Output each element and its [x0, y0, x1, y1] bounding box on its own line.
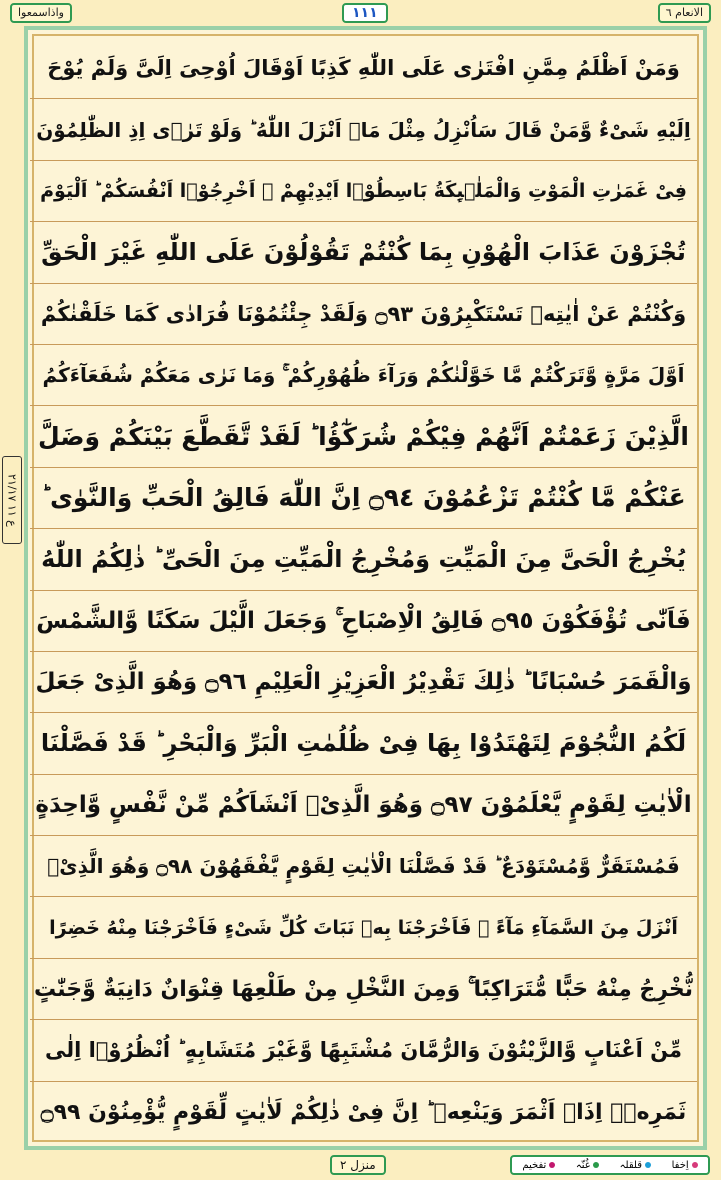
- manzil-label: منزل ٢: [330, 1155, 386, 1175]
- line-text: وَكُنْتُمْ عَنْ اٰيٰتِهٖ تَسْتَكْبِرُوْنَ ۝٩٣ وَلَقَدْ جِئْتُمُوْنَا فُرَادٰى كَمَا خَلَقْنٰكُمْ: [40, 301, 687, 326]
- legend-label: اِخفا: [671, 1159, 689, 1171]
- legend-dot-icon: [593, 1162, 599, 1168]
- line-text: تُجْزَوْنَ عَذَابَ الْهُوْنِ بِمَا كُنْتُمْ تَقُوْلُوْنَ عَلَى اللّٰهِ غَيْرَ الْحَقِّ: [41, 238, 686, 267]
- para-name: واذاسمعوا: [10, 3, 72, 23]
- line-text: ثَمَرِهٖۤ اِذَاۤ اَثْمَرَ وَيَنْعِهٖ ؕ اِنَّ فِىْ ذٰلِكُمْ لَاٰيٰتٍ لِّقَوْمٍ يُّؤْمِنُوْنَ ۝٩٩: [40, 1099, 687, 1125]
- line-text: اَوَّلَ مَرَّةٍ وَّتَرَكْتُمْ مَّا خَوَّلْنٰكُمْ وَرَآءَ ظُهُوْرِكُمْ ۚ وَمَا نَرٰى مَعَكُمْ شُفَعَآءَكُمُ: [42, 363, 685, 388]
- header-bar: [0, 0, 721, 26]
- line-text: وَالْقَمَرَ حُسْبَانًا ؕ ذٰلِكَ تَقْدِيْرُ الْعَزِيْزِ الْعَلِيْمِ ۝٩٦ وَهُوَ الَّذِىْ جَعَلَ: [35, 669, 692, 696]
- legend-label: غُنّہ: [575, 1159, 591, 1171]
- line-text: فَاَنّٰى تُؤْفَكُوْنَ ۝٩٥ فَالِقُ الْاِصْبَاحِ ۚ وَجَعَلَ الَّيْلَ سَكَنًا وَّالشَّمْسَ: [36, 607, 691, 634]
- text-line: [30, 161, 697, 222]
- tajweed-legend: [510, 1155, 710, 1175]
- line-text: اَنْزَلَ مِنَ السَّمَآءِ مَآءً ۚ فَاَخْرَجْنَا بِهٖ نَبَاتَ كُلِّ شَىْءٍ فَاَخْرَجْنَا مِنْهُ خَضِرًا: [49, 916, 678, 939]
- line-text: مِّنْ اَعْنَابٍ وَّالزَّيْتُوْنَ وَالرُّمَّانَ مُشْتَبِهًا وَّغَيْرَ مُتَشَابِهٍ ؕ اُنْظُرُوْۤا اِلٰى: [44, 1038, 683, 1063]
- text-line: [30, 1082, 697, 1143]
- legend-label: تفخیم: [522, 1159, 547, 1171]
- line-text: نُّخْرِجُ مِنْهُ حَبًّا مُّتَرَاكِبًا ۚ وَمِنَ النَّخْلِ مِنْ طَلْعِهَا قِنْوَانٌ دَانِيَةٌ وَّجَنّٰتٍ: [33, 976, 694, 1002]
- legend-label: قلقلہ: [619, 1159, 642, 1171]
- quran-text: [30, 38, 697, 1143]
- legend-item: [620, 1160, 651, 1171]
- line-text: لَكُمُ النُّجُوْمَ لِتَهْتَدُوْا بِهَا فِىْ ظُلُمٰتِ الْبَرِّ وَالْبَحْرِ ؕ قَدْ فَصَّلْنَا: [40, 729, 687, 758]
- text-line: [30, 775, 697, 836]
- line-text: فَمُسْتَقَرٌّ وَّمُسْتَوْدَعٌ ؕ قَدْ فَصَّلْنَا الْاٰيٰتِ لِقَوْمٍ يَّفْقَهُوْنَ ۝٩٨ وَهُوَ الَّذِىْۤ: [47, 854, 680, 879]
- text-line: [30, 591, 697, 652]
- text-line: [30, 222, 697, 283]
- text-line: [30, 836, 697, 897]
- text-line: [30, 529, 697, 590]
- line-text: فِىْ غَمَرٰتِ الْمَوْتِ وَالْمَلٰۤىِٕكَةُ بَاسِطُوْۤا اَيْدِيْهِمْ ۚ اَخْرِجُوْۤا اَنْفُسَكُمْ ؕ اَلْيَوْمَ: [40, 179, 687, 202]
- line-text: عَنْكُمْ مَّا كُنْتُمْ تَزْعُمُوْنَ ۝٩٤ اِنَّ اللّٰهَ فَالِقُ الْحَبِّ وَالنَّوٰى ؕ: [41, 483, 686, 513]
- text-line: [30, 99, 697, 160]
- text-line: [30, 959, 697, 1020]
- legend-dot-icon: [549, 1162, 555, 1168]
- text-line: [30, 468, 697, 529]
- line-text: الَّذِيْنَ زَعَمْتُمْ اَنَّهُمْ فِيْكُمْ شُرَكٰٓؤُا ؕ لَقَدْ تَّقَطَّعَ بَيْنَكُمْ وَضَلَّ: [38, 422, 689, 452]
- legend-item: [672, 1160, 698, 1171]
- legend-item: [522, 1160, 555, 1171]
- line-text: اِلَيْهِ شَىْءٌ وَّمَنْ قَالَ سَاُنْزِلُ مِثْلَ مَاۤ اَنْزَلَ اللّٰهُ ؕ وَلَوْ تَرٰۤى اِذِ الظّٰلِمُوْنَ: [36, 117, 691, 142]
- line-text: وَمَنْ اَظْلَمُ مِمَّنِ افْتَرٰى عَلَى اللّٰهِ كَذِبًا اَوْقَالَ اُوْحِىَ اِلَىَّ وَلَمْ يُوْحَ: [47, 56, 680, 81]
- line-text: يُخْرِجُ الْحَىَّ مِنَ الْمَيِّتِ وَمُخْرِجُ الْمَيِّتِ مِنَ الْحَىِّ ؕ ذٰلِكُمُ اللّٰهُ: [41, 545, 686, 574]
- ruku-marker: ع ١١ ٢١/١٧: [2, 456, 22, 544]
- text-line: [30, 1020, 697, 1081]
- text-line: [30, 897, 697, 958]
- legend-item: [576, 1160, 599, 1171]
- text-line: [30, 345, 697, 406]
- text-line: [30, 713, 697, 774]
- legend-dot-icon: [645, 1162, 651, 1168]
- line-text: الْاٰيٰتِ لِقَوْمٍ يَّعْلَمُوْنَ ۝٩٧ وَهُوَ الَّذِىْۤ اَنْشَاَكُمْ مِّنْ نَّفْسٍ وَّاحِدَةٍ: [35, 791, 692, 818]
- surah-name: الانعام ٦: [658, 3, 711, 23]
- legend-dot-icon: [692, 1162, 698, 1168]
- text-line: [30, 406, 697, 467]
- page-number: ١١١: [342, 3, 388, 23]
- text-line: [30, 652, 697, 713]
- text-line: [30, 38, 697, 99]
- text-line: [30, 284, 697, 345]
- footer-bar: [0, 1150, 721, 1180]
